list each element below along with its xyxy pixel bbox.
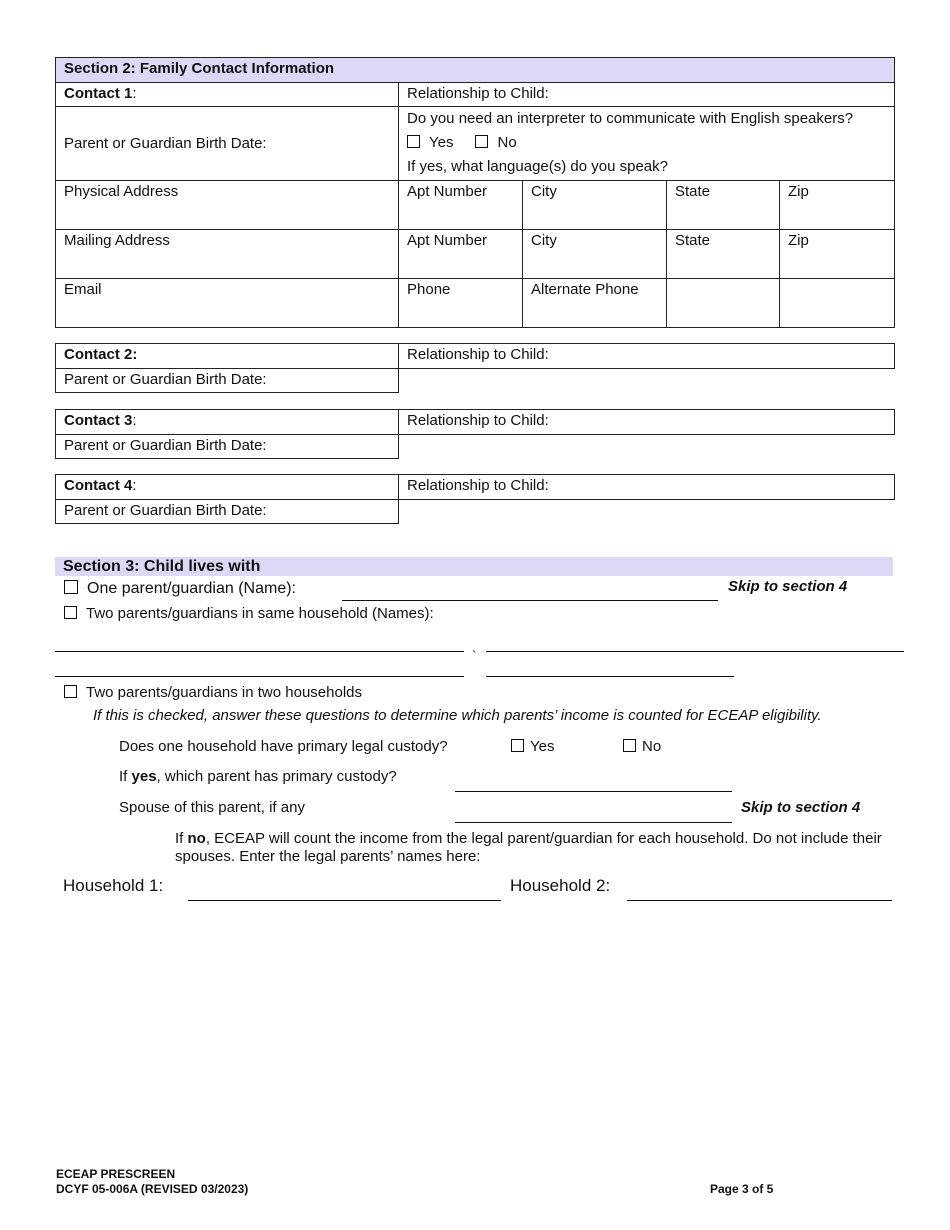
contact-3-table: [55, 409, 895, 459]
household-2-line[interactable]: [627, 900, 892, 901]
custody-yes-checkbox[interactable]: [511, 739, 524, 752]
two-households-checkbox[interactable]: [64, 685, 77, 698]
interpreter-cell: [399, 107, 895, 181]
household-1-line[interactable]: [188, 900, 501, 901]
spouse-line[interactable]: [455, 822, 732, 823]
separator-mark: `: [472, 648, 477, 663]
physical-zip-field[interactable]: Zip: [780, 181, 895, 230]
same-household-name-line-1[interactable]: [55, 651, 464, 652]
custody-yes-option: [511, 738, 554, 755]
one-parent-label: One parent/guardian (Name):: [87, 580, 296, 597]
custody-no-label: No: [642, 738, 662, 755]
no-custody-instruction: If no, ECEAP will count the income from the legal parent/guardian for each household. Do not include their spouses. Enter the legal parents’ names here:: [175, 830, 882, 865]
contact-3-relationship[interactable]: Relationship to Child:: [399, 410, 895, 435]
extra-field-1[interactable]: [667, 279, 780, 328]
custody-yes-label: Yes: [530, 738, 555, 755]
which-parent-question: If yes, which parent has primary custody?: [119, 768, 397, 785]
skip-to-section-4-label: Skip to section 4: [728, 578, 848, 595]
contact-3-label: Contact 3:: [56, 410, 399, 435]
alternate-phone-field[interactable]: Alternate Phone: [523, 279, 667, 328]
household-2-label: Household 2:: [510, 876, 611, 895]
skip-to-section-4-label-2: Skip to section 4: [741, 799, 861, 816]
custody-no-checkbox[interactable]: [623, 739, 636, 752]
interpreter-no-checkbox[interactable]: [475, 135, 488, 148]
contact-4-birth-date[interactable]: Parent or Guardian Birth Date:: [56, 500, 399, 524]
contact-2-empty: [399, 369, 895, 393]
mailing-apt-field[interactable]: Apt Number: [399, 230, 523, 279]
contact-1-label: Contact 1:: [56, 83, 399, 107]
physical-apt-field[interactable]: Apt Number: [399, 181, 523, 230]
interpreter-question: Do you need an interpreter to communicate with English speakers?: [407, 110, 854, 127]
contact-2-birth-date[interactable]: Parent or Guardian Birth Date:: [56, 369, 399, 393]
physical-state-field[interactable]: State: [667, 181, 780, 230]
interpreter-yes-checkbox[interactable]: [407, 135, 420, 148]
mailing-city-field[interactable]: City: [523, 230, 667, 279]
interpreter-yes-label: Yes: [429, 134, 454, 151]
one-parent-checkbox[interactable]: [64, 580, 78, 594]
language-question[interactable]: If yes, what language(s) do you speak?: [407, 158, 668, 175]
same-household-name-line-2[interactable]: [486, 651, 904, 652]
footer-page-number: Page 3 of 5: [710, 1182, 774, 1196]
contact-1-birth-date[interactable]: Parent or Guardian Birth Date:: [56, 107, 399, 181]
two-households-instruction: If this is checked, answer these questions to determine which parents’ income is counted for ECEAP eligibility.: [93, 707, 822, 724]
two-parents-same-checkbox[interactable]: [64, 606, 77, 619]
mailing-address-field[interactable]: Mailing Address: [56, 230, 399, 279]
contact-4-label: Contact 4:: [56, 475, 399, 500]
mailing-state-field[interactable]: State: [667, 230, 780, 279]
mailing-zip-field[interactable]: Zip: [780, 230, 895, 279]
same-household-name-line-4[interactable]: [486, 676, 734, 677]
contact-1-relationship[interactable]: Relationship to Child:: [399, 83, 895, 107]
same-household-name-line-3[interactable]: [55, 676, 464, 677]
contact-2-relationship[interactable]: Relationship to Child:: [399, 344, 895, 369]
one-parent-name-line[interactable]: [342, 600, 718, 601]
email-field[interactable]: Email: [56, 279, 399, 328]
contact-3-birth-date[interactable]: Parent or Guardian Birth Date:: [56, 435, 399, 459]
contact-2-table: [55, 343, 895, 393]
household-1-label: Household 1:: [63, 876, 164, 895]
custody-no-option: [623, 738, 661, 755]
primary-custody-parent-line[interactable]: [455, 791, 732, 792]
footer-form-number: DCYF 05-006A (REVISED 03/2023): [56, 1182, 249, 1196]
footer-form-info: [56, 1167, 248, 1197]
section-3-header: Section 3: Child lives with: [55, 557, 893, 576]
contact-4-empty: [399, 500, 895, 524]
physical-city-field[interactable]: City: [523, 181, 667, 230]
phone-field[interactable]: Phone: [399, 279, 523, 328]
contact-3-empty: [399, 435, 895, 459]
interpreter-no-label: No: [497, 134, 517, 151]
two-parents-same-option: [64, 604, 434, 624]
two-households-label: Two parents/guardians in two households: [86, 684, 363, 701]
contact-4-table: [55, 474, 895, 524]
extra-field-2[interactable]: [780, 279, 895, 328]
contact-1-table: [55, 57, 895, 328]
footer-form-name: ECEAP PRESCREEN: [56, 1167, 176, 1181]
two-parents-same-label: Two parents/guardians in same household (Names):: [86, 605, 434, 622]
section-2-header: Section 2: Family Contact Information: [56, 58, 895, 83]
one-parent-option: [64, 579, 296, 599]
physical-address-field[interactable]: Physical Address: [56, 181, 399, 230]
interpreter-options: [407, 131, 885, 155]
contact-2-label: Contact 2:: [56, 344, 399, 369]
custody-question: Does one household have primary legal custody?: [119, 738, 448, 755]
two-households-option: [64, 683, 362, 703]
contact-4-relationship[interactable]: Relationship to Child:: [399, 475, 895, 500]
spouse-label: Spouse of this parent, if any: [119, 799, 305, 816]
